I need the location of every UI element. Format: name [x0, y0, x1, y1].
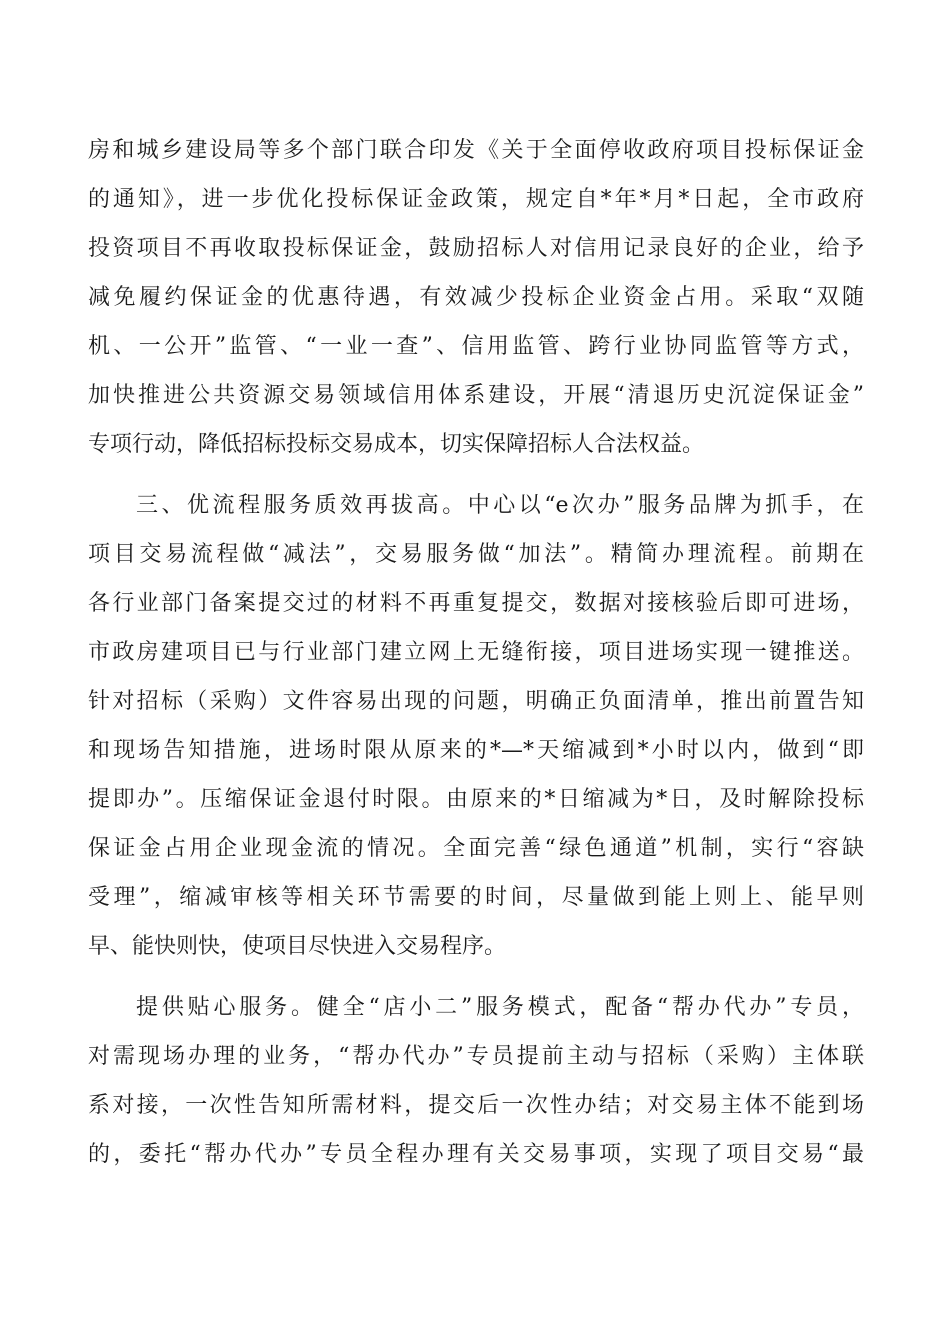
text-line: 早、能快则快，使项目尽快进入交易程序。: [88, 934, 507, 959]
text-line: 针对招标（采购）文件容易出现的问题，明确正负面清单，推出前置告知: [88, 689, 864, 714]
text-line: 系对接，一次性告知所需材料，提交后一次性办结；对交易主体不能到场: [88, 1093, 864, 1118]
text-line: 市政房建项目已与行业部门建立网上无缝衔接，项目进场实现一键推送。: [88, 640, 864, 665]
text-line: 投资项目不再收取投标保证金，鼓励招标人对信用记录良好的企业，给予: [88, 236, 864, 261]
text-line: 减免履约保证金的优惠待遇，有效减少投标企业资金占用。采取“双随: [88, 285, 864, 310]
text-line: 提供贴心服务。健全“店小二”服务模式，配备“帮办代办”专员，: [136, 995, 864, 1020]
text-line: 各行业部门备案提交过的材料不再重复提交，数据对接核验后即可进场，: [88, 591, 864, 616]
text-line: 房和城乡建设局等多个部门联合印发《关于全面停收政府项目投标保证金: [88, 138, 864, 163]
text-line: 专项行动，降低招标投标交易成本，切实保障招标人合法权益。: [88, 432, 705, 457]
text-line: 的，委托“帮办代办”专员全程办理有关交易事项，实现了项目交易“最: [88, 1142, 864, 1167]
text-line: 对需现场办理的业务，“帮办代办”专员提前主动与招标（采购）主体联: [88, 1044, 864, 1069]
text-line: 和现场告知措施，进场时限从原来的*—*天缩减到*小时以内，做到“即: [88, 738, 864, 763]
text-line: 三、优流程服务质效再拔高。中心以“e次办”服务品牌为抓手，在: [136, 493, 864, 518]
text-line: 项目交易流程做“减法”，交易服务做“加法”。精简办理流程。前期在: [88, 542, 864, 567]
text-line: 加快推进公共资源交易领域信用体系建设，开展“清退历史沉淀保证金”: [88, 383, 864, 408]
text-line: 受理”，缩减审核等相关环节需要的时间，尽量做到能上则上、能早则: [88, 885, 864, 910]
text-line: 保证金占用企业现金流的情况。全面完善“绿色通道”机制，实行“容缺: [88, 836, 864, 861]
text-line: 的通知》，进一步优化投标保证金政策，规定自*年*月*日起，全市政府: [88, 187, 864, 212]
text-line: 机、一公开”监管、“一业一查”、信用监管、跨行业协同监管等方式，: [88, 334, 864, 359]
text-line: 提即办”。压缩保证金退付时限。由原来的*日缩减为*日，及时解除投标: [88, 787, 864, 812]
